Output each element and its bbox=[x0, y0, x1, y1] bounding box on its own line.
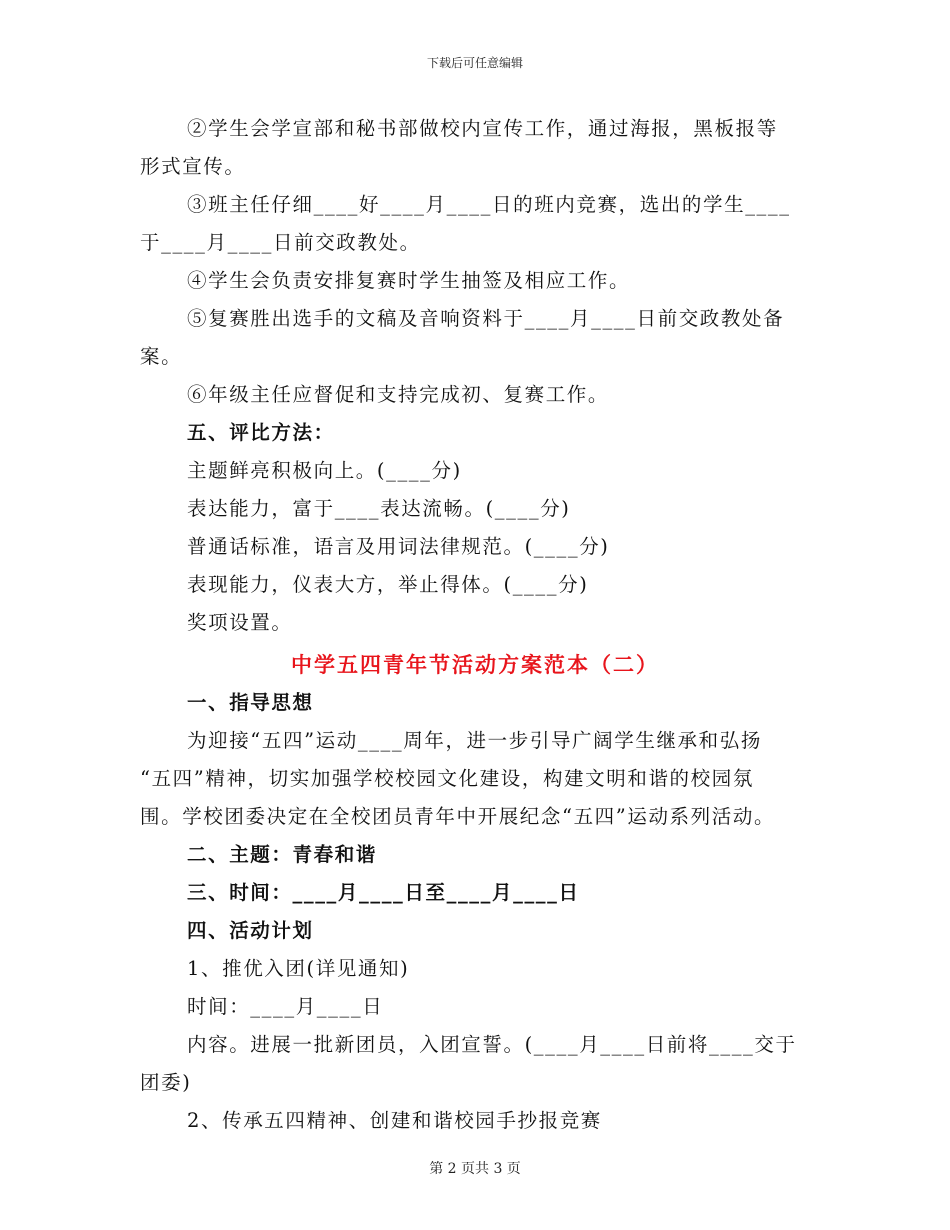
paragraph-line: 内容。进展一批新团员，入团宣誓。(____月____日前将____交于 bbox=[187, 1033, 797, 1056]
document-body bbox=[140, 110, 810, 1140]
paragraph-line: 案。 bbox=[140, 345, 183, 368]
section-heading: 一、指导思想 bbox=[187, 691, 314, 714]
document-title: 中学五四青年节活动方案范本（二） bbox=[291, 652, 659, 677]
paragraph-line: ⑥年级主任应督促和支持完成初、复赛工作。 bbox=[187, 383, 610, 406]
paragraph-line: 1、推优入团(详见通知) bbox=[187, 957, 410, 980]
paragraph-line: 为迎接“五四”运动____周年，进一步引导广阔学生继承和弘扬 bbox=[187, 729, 762, 752]
paragraph-line: “五四”精神，切实加强学校校园文化建设，构建文明和谐的校园氛 bbox=[140, 767, 754, 790]
paragraph-line: ⑤复赛胜出选手的文稿及音响资料于____月____日前交政教处备 bbox=[187, 307, 785, 330]
paragraph-line: 团委) bbox=[140, 1071, 192, 1094]
paragraph-line: 普通话标准，语言及用词法律规范。(____分) bbox=[187, 535, 610, 558]
section-heading: 四、活动计划 bbox=[187, 919, 314, 942]
paragraph-line: 围。学校团委决定在全校团员青年中开展纪念“五四”运动系列活动。 bbox=[140, 805, 776, 828]
paragraph-line: ②学生会学宣部和秘书部做校内宣传工作，通过海报，黑板报等 bbox=[187, 117, 778, 140]
section-heading: 二、主题：青春和谐 bbox=[187, 843, 377, 866]
paragraph-line: 表达能力，富于____表达流畅。(____分) bbox=[187, 497, 571, 520]
paragraph-line: ③班主任仔细____好____月____日的班内竞赛，选出的学生____ bbox=[187, 193, 791, 216]
paragraph-line: 奖项设置。 bbox=[187, 611, 293, 634]
paragraph-line: 形式宣传。 bbox=[140, 155, 246, 178]
paragraph-line: 2、传承五四精神、创建和谐校园手抄报竞赛 bbox=[187, 1109, 602, 1132]
paragraph-line: 时间：____月____日 bbox=[187, 995, 384, 1018]
paragraph-line: ④学生会负责安排复赛时学生抽签及相应工作。 bbox=[187, 269, 631, 292]
page-header: 下载后可任意编辑 bbox=[426, 56, 523, 70]
page-footer: 第 2 页共 3 页 bbox=[429, 1161, 521, 1177]
section-heading: 三、时间：____月____日至____月____日 bbox=[187, 881, 580, 904]
section-heading: 五、评比方法： bbox=[187, 421, 335, 444]
paragraph-line: 于____月____日前交政教处。 bbox=[140, 231, 421, 254]
paragraph-line: 表现能力，仪表大方，举止得体。(____分) bbox=[187, 573, 589, 596]
paragraph-line: 主题鲜亮积极向上。(____分) bbox=[187, 459, 462, 482]
